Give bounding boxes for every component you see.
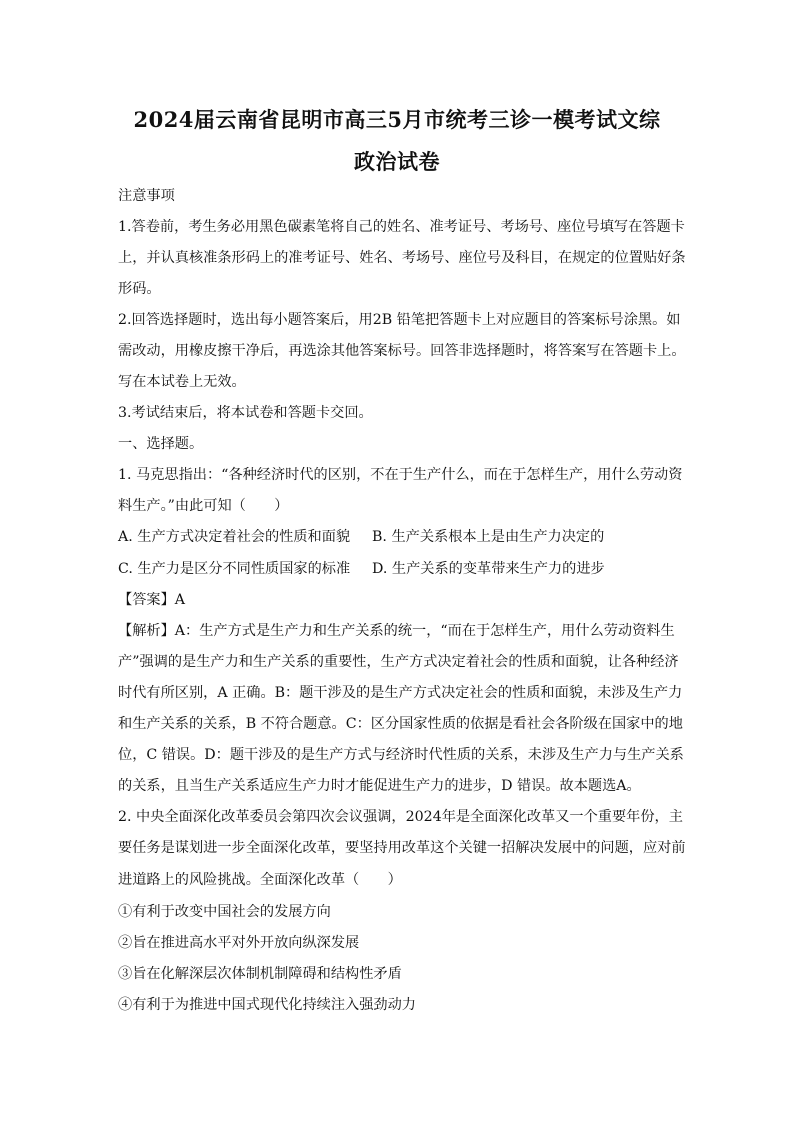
q1-answer: 【答案】A (118, 592, 185, 608)
q1-stem-line: 料生产。”由此可知（ ） (118, 498, 289, 514)
q1-option-a: A. 生产方式决定着社会的性质和面貌 (118, 529, 351, 545)
q2-stem-line: 要任务是谋划进一步全面深化改革，要坚持用改革这个关键一招解决发展中的问题，应对前 (118, 840, 686, 856)
q1-analysis-line: 和生产关系的关系，B 不符合题意。C：区分国家性质的依据是看社会各阶级在国家中的地 (118, 716, 683, 732)
q1-analysis-line: 位，C 错误。D：题干涉及的是生产方式与经济时代性质的关系，未涉及生产力与生产关系 (118, 747, 684, 763)
q1-analysis-line: 的关系，且当生产关系适应生产力时才能促进生产力的进步，D 错误。故本题选A。 (118, 778, 641, 794)
q1-analysis-line: 产”强调的是生产力和生产关系的重要性，生产方式决定着社会的性质和面貌，让各种经济 (118, 654, 679, 670)
q1-option-c: C. 生产力是区分不同性质国家的标准 (118, 561, 351, 577)
page-title: 2024届云南省昆明市高三5月市统考三诊一模考试文综 (133, 107, 661, 132)
notice-line: 3.考试结束后，将本试卷和答题卡交回。 (118, 405, 373, 421)
q2-item: ④有利于为推进中国式现代化持续注入强劲动力 (118, 997, 416, 1013)
q1-option-b: B. 生产关系根本上是由生产力决定的 (372, 529, 605, 545)
notice-heading: 注意事项 (118, 188, 175, 204)
q1-options-row (118, 560, 688, 578)
q2-item: ①有利于改变中国社会的发展方向 (118, 904, 331, 920)
q1-option-d: D. 生产关系的变革带来生产力的进步 (372, 561, 605, 577)
notice-line: 2.回答选择题时，选出每小题答案后，用2B 铅笔把答题卡上对应题目的答案标号涂黑。如 (118, 312, 681, 328)
q1-analysis-label: 【解析】 (118, 623, 175, 639)
notice-line: 需改动，用橡皮擦干净后，再选涂其他答案标号。回答非选择题时，将答案写在答题卡上。 (118, 343, 686, 359)
notice-line: 写在本试卷上无效。 (118, 374, 246, 390)
notice-line: 1.答卷前，考生务必用黑色碳素笔将自己的姓名、准考证号、考场号、座位号填写在答题卡 (118, 219, 685, 235)
q2-item: ②旨在推进高水平对外开放向纵深发展 (118, 935, 360, 951)
section-heading: 一、选择题。 (118, 436, 204, 452)
q1-analysis-text: A：生产方式是生产力和生产关系的统一，“而在于怎样生产，用什么劳动资料生 (174, 623, 675, 639)
q2-stem-line: 2. 中央全面深化改革委员会第四次会议强调，2024年是全面深化改革又一个重要年份，主 (118, 809, 683, 825)
q1-stem-line: 1. 马克思指出：“各种经济时代的区别，不在于生产什么，而在于怎样生产，用什么劳动资 (118, 467, 683, 483)
q2-item: ③旨在化解深层次体制机制障碍和结构性矛盾 (118, 966, 402, 982)
notice-line: 形码。 (118, 281, 161, 297)
page-subtitle: 政治试卷 (354, 149, 440, 174)
q2-stem-line: 进道路上的风险挑战。全面深化改革（ ） (118, 872, 402, 888)
q1-analysis-line (118, 622, 688, 640)
q1-analysis-line: 时代有所区别，A 正确。B：题干涉及的是生产方式决定社会的性质和面貌，未涉及生产力 (118, 685, 683, 701)
notice-line: 上，并认真核准条形码上的准考证号、姓名、考场号、座位号及科目，在规定的位置贴好条 (118, 250, 686, 266)
q1-options-row (118, 528, 688, 546)
